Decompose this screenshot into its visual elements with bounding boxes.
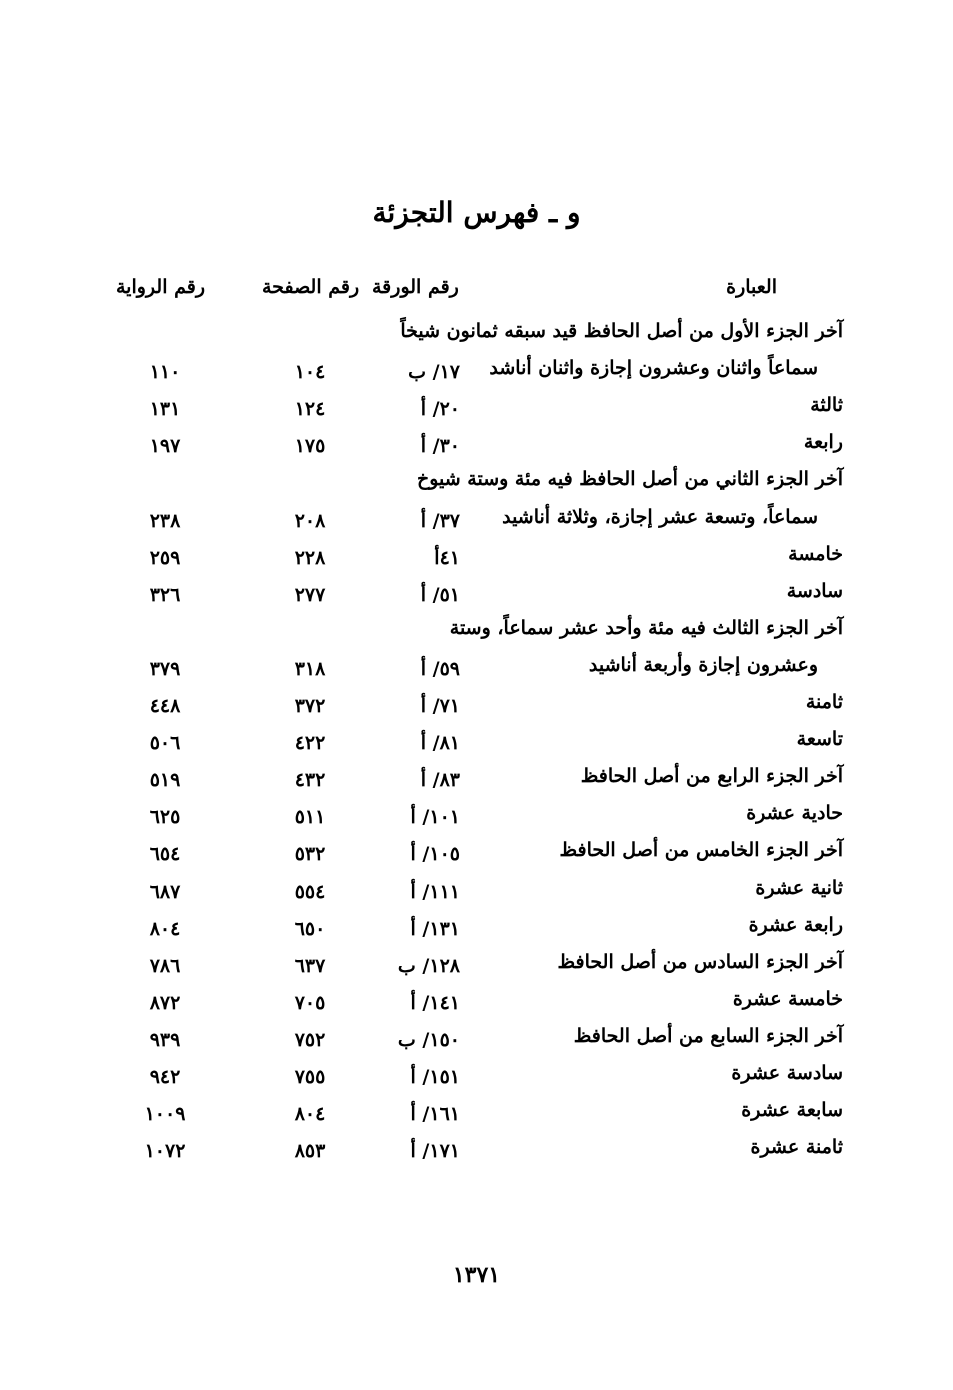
row-page-number: ٦٥٠ bbox=[294, 917, 326, 940]
row-leaf-number: ٨١/ أ bbox=[420, 732, 460, 755]
row-narration-number: ٦٨٧ bbox=[149, 880, 181, 903]
column-header-phrase: العبارة bbox=[726, 276, 777, 298]
row-phrase: آخر الجزء الثالث فيه مئة وأحد عشر سماعاً، وستة bbox=[449, 616, 843, 639]
row-page-number: ٧٥٢ bbox=[294, 1028, 326, 1051]
page-number: ١٣٧١ bbox=[452, 1262, 501, 1288]
row-page-number: ٢٠٨ bbox=[294, 509, 326, 532]
row-page-number: ٧٥٥ bbox=[294, 1066, 326, 1088]
row-phrase: سماعاً، وتسعة عشر إجازة، وثلاثة أناشيد bbox=[502, 505, 818, 528]
row-page-number: ٨٠٤ bbox=[294, 1103, 326, 1126]
row-phrase: رابعة bbox=[803, 431, 843, 454]
table-row bbox=[0, 1058, 953, 1095]
table-row bbox=[0, 687, 953, 724]
row-page-number: ٢٧٧ bbox=[294, 583, 326, 606]
table-row bbox=[0, 390, 953, 427]
table-row bbox=[0, 761, 953, 798]
row-leaf-number: ٣٧/ أ bbox=[420, 509, 460, 532]
row-narration-number: ٢٥٩ bbox=[149, 546, 181, 569]
row-page-number: ٤٣٢ bbox=[294, 769, 326, 792]
row-leaf-number: ١٢٨/ ب bbox=[397, 954, 460, 977]
row-narration-number: ٤٤٨ bbox=[149, 695, 181, 717]
row-page-number: ١٧٥ bbox=[294, 435, 326, 458]
row-narration-number: ٩٣٩ bbox=[149, 1028, 181, 1051]
table-row bbox=[0, 835, 953, 872]
column-header-narration-number: رقم الرواية bbox=[116, 276, 205, 298]
row-phrase: سادسة bbox=[786, 579, 843, 602]
table-row bbox=[0, 353, 953, 390]
row-phrase: ثامنة عشرة bbox=[750, 1136, 843, 1159]
row-narration-number: ٦٢٥ bbox=[149, 806, 181, 829]
row-phrase: آخر الجزء السادس من أصل الحافظ bbox=[557, 950, 843, 973]
row-phrase: تاسعة bbox=[796, 728, 843, 751]
column-header-leaf-number: رقم الورقة bbox=[372, 276, 459, 298]
row-phrase: خامسة عشرة bbox=[732, 987, 843, 1010]
table-row bbox=[0, 1095, 953, 1132]
row-narration-number: ٥١٩ bbox=[149, 769, 181, 792]
row-leaf-number: ١٧/ ب bbox=[408, 361, 460, 384]
table-row bbox=[0, 947, 953, 984]
row-narration-number: ١٣١ bbox=[149, 398, 181, 421]
row-leaf-number: ٥١/ أ bbox=[420, 583, 460, 606]
row-leaf-number: ٣٠/ أ bbox=[420, 435, 460, 458]
row-phrase: وعشرون إجازة وأربعة أناشيد bbox=[588, 653, 818, 676]
row-leaf-number: ١٠١/ أ bbox=[410, 806, 460, 829]
row-leaf-number: ١٥١/ أ bbox=[410, 1066, 460, 1088]
row-phrase: حادية عشرة bbox=[746, 802, 843, 825]
row-leaf-number: ٤١أ bbox=[434, 546, 460, 569]
table-row bbox=[0, 502, 953, 539]
row-page-number: ٨٥٣ bbox=[294, 1140, 326, 1163]
row-phrase: آخر الجزء الرابع من أصل الحافظ bbox=[580, 765, 843, 788]
row-narration-number: ١١٠ bbox=[149, 361, 181, 384]
table-row bbox=[0, 1021, 953, 1058]
row-narration-number: ١٠٠٩ bbox=[144, 1103, 186, 1126]
table-row bbox=[0, 427, 953, 464]
row-page-number: ٤٢٢ bbox=[294, 732, 326, 755]
row-narration-number: ٦٥٤ bbox=[149, 843, 181, 866]
table-row bbox=[0, 316, 953, 353]
row-phrase: ثالثة bbox=[810, 394, 843, 417]
row-phrase: سابعة عشرة bbox=[741, 1099, 843, 1122]
row-page-number: ٣٧٢ bbox=[294, 695, 326, 717]
row-phrase: آخر الجزء الأول من أصل الحافظ قيد سبقه ثمانون شيخاً bbox=[400, 320, 843, 342]
row-page-number: ٦٣٧ bbox=[294, 954, 326, 977]
row-narration-number: ٥٠٦ bbox=[149, 732, 181, 755]
row-leaf-number: ١٥٠/ ب bbox=[397, 1028, 460, 1051]
row-leaf-number: ١٤١/ أ bbox=[410, 991, 460, 1014]
row-narration-number: ٢٣٨ bbox=[149, 509, 181, 532]
row-leaf-number: ١٧١/ أ bbox=[410, 1140, 460, 1163]
row-phrase: رابعة عشرة bbox=[748, 913, 843, 936]
row-page-number: ٢٢٨ bbox=[294, 546, 326, 569]
table-row bbox=[0, 650, 953, 687]
row-page-number: ٧٠٥ bbox=[294, 991, 326, 1014]
row-phrase: آخر الجزء الخامس من أصل الحافظ bbox=[559, 839, 843, 862]
row-phrase: سادسة عشرة bbox=[731, 1062, 843, 1084]
table-row bbox=[0, 464, 953, 501]
row-phrase: سماعاً واثنان وعشرون إجازة واثنان أناشد bbox=[489, 357, 818, 380]
table-row bbox=[0, 1132, 953, 1169]
table-row bbox=[0, 539, 953, 576]
row-narration-number: ٨٠٤ bbox=[149, 917, 181, 940]
row-page-number: ١٢٤ bbox=[294, 398, 326, 421]
row-leaf-number: ١٣١/ أ bbox=[410, 917, 460, 940]
row-leaf-number: ١٦١/ أ bbox=[410, 1103, 460, 1126]
table-row bbox=[0, 613, 953, 650]
row-narration-number: ٣٢٦ bbox=[149, 583, 181, 606]
row-leaf-number: ١٠٥/ أ bbox=[410, 843, 460, 866]
row-leaf-number: ١١١/ أ bbox=[410, 880, 460, 903]
table-row bbox=[0, 910, 953, 947]
row-narration-number: ١٠٧٢ bbox=[144, 1140, 186, 1163]
table-row bbox=[0, 873, 953, 910]
row-narration-number: ٨٧٢ bbox=[149, 991, 181, 1014]
page-title: و ـ فهرس التجزئة bbox=[372, 196, 581, 229]
row-page-number: ٥١١ bbox=[294, 806, 326, 829]
row-leaf-number: ٥٩/ أ bbox=[420, 657, 460, 680]
row-narration-number: ٩٤٢ bbox=[149, 1066, 181, 1088]
row-phrase: خامسة bbox=[788, 542, 843, 565]
row-narration-number: ٧٨٦ bbox=[149, 954, 181, 977]
row-page-number: ١٠٤ bbox=[294, 361, 326, 384]
row-page-number: ٣١٨ bbox=[294, 657, 326, 680]
table-row bbox=[0, 984, 953, 1021]
row-phrase: آخر الجزء السابع من أصل الحافظ bbox=[573, 1024, 843, 1047]
row-page-number: ٥٥٤ bbox=[294, 880, 326, 903]
table-row bbox=[0, 576, 953, 613]
row-leaf-number: ٧١/ أ bbox=[420, 695, 460, 717]
row-page-number: ٥٣٢ bbox=[294, 843, 326, 866]
row-leaf-number: ٨٣/ أ bbox=[420, 769, 460, 792]
table-row bbox=[0, 798, 953, 835]
row-phrase: ثانية عشرة bbox=[755, 876, 843, 899]
row-leaf-number: ٢٠/ أ bbox=[420, 398, 460, 421]
table-row bbox=[0, 724, 953, 761]
column-header-page-number: رقم الصفحة bbox=[262, 276, 360, 298]
row-phrase: ثامنة bbox=[805, 691, 843, 713]
row-phrase: آخر الجزء الثاني من أصل الحافظ فيه مئة وستة شيوخ bbox=[416, 468, 843, 491]
row-narration-number: ٣٧٩ bbox=[149, 657, 181, 680]
row-narration-number: ١٩٧ bbox=[149, 435, 181, 458]
